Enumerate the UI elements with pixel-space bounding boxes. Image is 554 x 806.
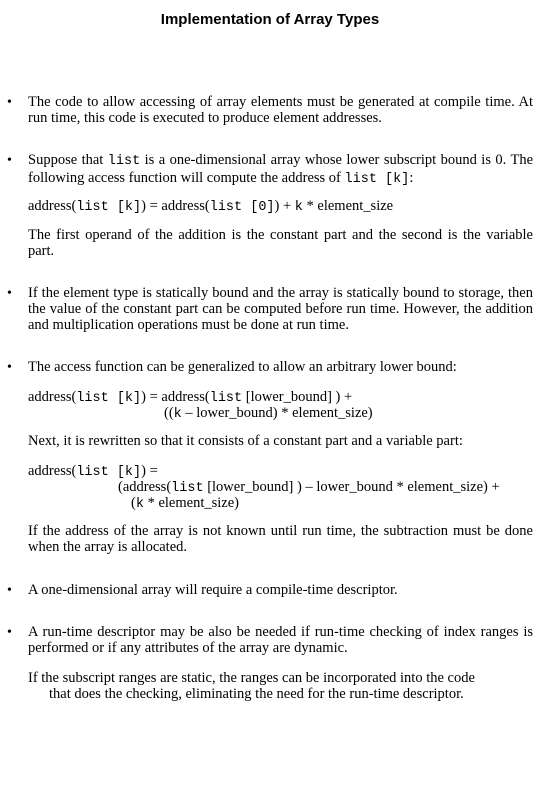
formula-part: ) = <box>141 463 158 479</box>
formula-code: list [k] <box>76 465 142 480</box>
formula-code: list [k] <box>76 200 142 215</box>
bullet-marker: • <box>7 625 12 640</box>
bullet-marker: • <box>7 286 12 301</box>
general-formula-line-2 <box>164 405 373 423</box>
formula-code: k <box>135 497 144 512</box>
formula-part: [lower_bound] ) – lower_bound * element_size) + <box>203 479 500 495</box>
formula-part: – lower_bound) * element_size) <box>181 405 373 421</box>
formula-code: list [k] <box>76 391 142 406</box>
formula-code: k <box>294 200 303 215</box>
bullet-4-para-2: Next, it is rewritten so that it consists of a constant part and a variable part: <box>28 433 463 449</box>
formula-part: address( <box>28 463 77 479</box>
formula-part: ( <box>131 495 136 511</box>
rewritten-formula-line-3 <box>131 495 239 513</box>
bullet-2-text <box>28 152 533 188</box>
formula-part: (( <box>164 405 174 421</box>
bullet-6-para-2-line-1: If the subscript ranges are static, the ranges can be incorporated into the code <box>28 670 475 686</box>
formula-part: * element_size <box>302 198 394 214</box>
formula-part: address( <box>28 198 77 214</box>
bullet-marker: • <box>7 153 12 168</box>
formula-part: [lower_bound] ) + <box>242 389 353 405</box>
formula-part: ) = address( <box>141 198 210 214</box>
formula-code: k <box>173 407 182 422</box>
formula-part: ) = address( <box>141 389 210 405</box>
bullet-2-text-c: : <box>409 170 414 186</box>
formula-code: list <box>209 391 243 406</box>
bullet-1-text: The code to allow accessing of array elements must be generated at compile time. At run time, this code is executed to produce element addresses. <box>28 94 533 126</box>
code-list: list <box>107 154 141 169</box>
bullet-6-para-2-line-2: that does the checking, eliminating the need for the run-time descriptor. <box>49 686 464 702</box>
bullet-marker: • <box>7 360 12 375</box>
bullet-2-text-b: is a one-dimensional array whose lower subscript bound is 0. The following access function will compute the address of <box>28 152 533 186</box>
formula-part: address( <box>28 389 77 405</box>
bullet-2-text-a: Suppose that <box>28 152 108 168</box>
bullet-4-text: The access function can be generalized to allow an arbitrary lower bound: <box>28 359 457 375</box>
bullet-6-text: A run-time descriptor may be also be needed if run-time checking of index ranges is performed or if any attributes of the array are dynamic. <box>28 624 533 656</box>
access-formula <box>28 198 393 216</box>
bullet-4-para-3: If the address of the array is not known until run time, the subtraction must be done when the array is allocated. <box>28 523 533 555</box>
bullet-3-text: If the element type is statically bound and the array is statically bound to storage, then the value of the constant part can be computed before run time. However, the addition and multiplication operations must be done at run time. <box>28 285 533 333</box>
formula-part: ) + <box>274 198 295 214</box>
bullet-2-para-2: The first operand of the addition is the constant part and the second is the variable part. <box>28 227 533 259</box>
formula-code: list [0] <box>209 200 275 215</box>
bullet-marker: • <box>7 95 12 110</box>
code-list-k: list [k] <box>344 172 410 187</box>
formula-part: (address( <box>118 479 172 495</box>
page-title: Implementation of Array Types <box>160 11 380 28</box>
formula-code: list <box>171 481 204 496</box>
bullet-marker: • <box>7 583 12 598</box>
formula-part: * element_size) <box>143 495 239 511</box>
bullet-5-text: A one-dimensional array will require a compile-time descriptor. <box>28 582 398 598</box>
